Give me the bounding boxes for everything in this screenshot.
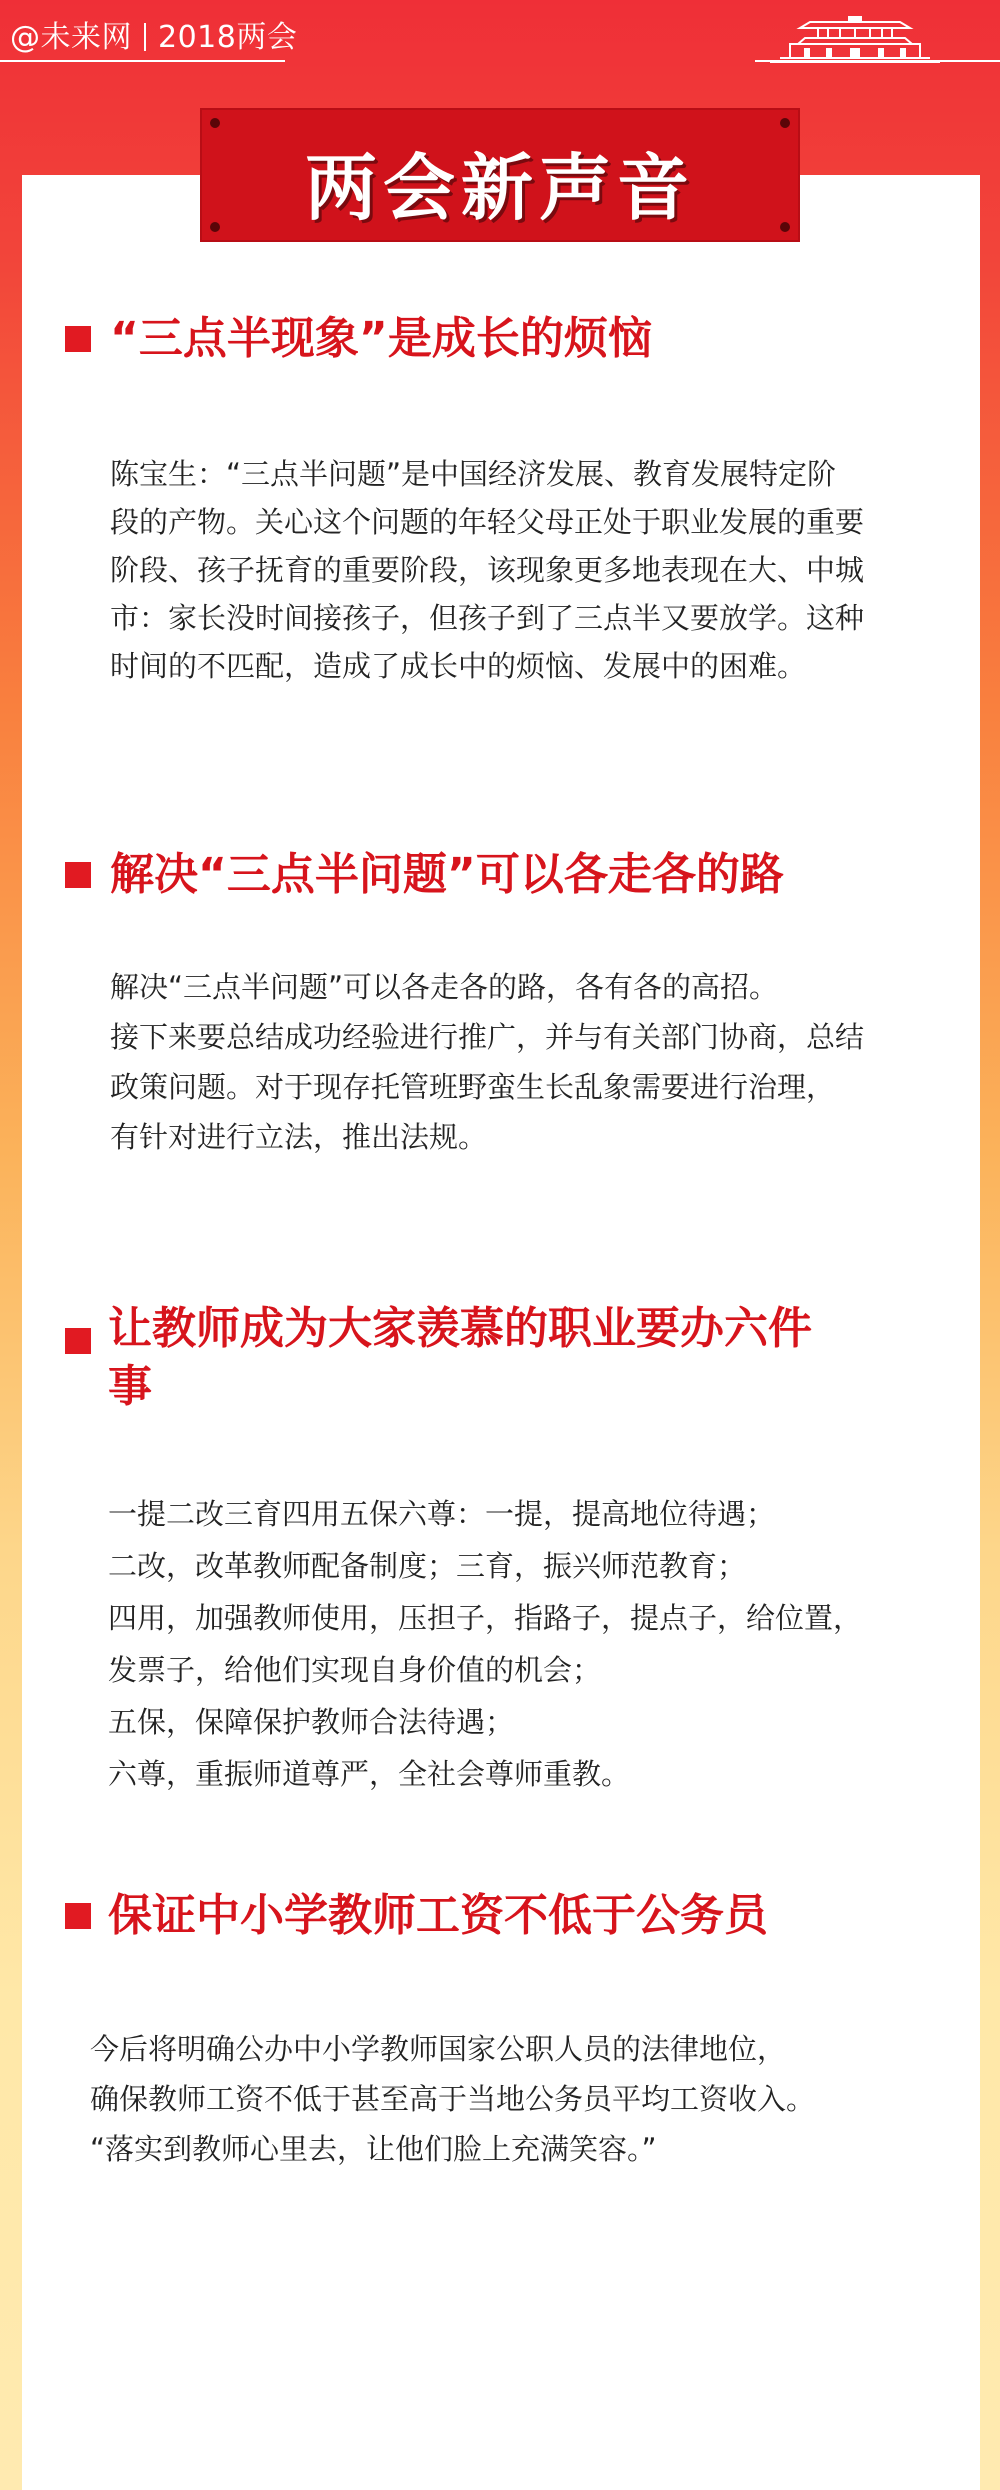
separator <box>144 23 146 51</box>
body-line: 接下来要总结成功经验进行推广，并与有关部门协商，总结 <box>110 1020 865 1054</box>
body-line: 二改，改革教师配备制度；三育，振兴师范教育； <box>108 1549 747 1583</box>
body-line: 市：家长没时间接孩子，但孩子到了三点半又要放学。这种 <box>110 601 865 635</box>
top-bar <box>0 0 1000 66</box>
section-bullet <box>65 862 91 888</box>
source-label <box>10 12 297 56</box>
section-bullet <box>65 1903 91 1929</box>
banner-rivet <box>210 118 220 128</box>
body-line: 发票子，给他们实现自身价值的机会； <box>108 1653 602 1687</box>
section-title-line: 让教师成为大家羡慕的职业要办六件 <box>108 1303 812 1354</box>
body-line: 段的产物。关心这个问题的年轻父母正处于职业发展的重要 <box>110 505 865 539</box>
section-title <box>108 1887 768 1945</box>
body-line: 解决“三点半问题”可以各走各的路，各有各的高招。 <box>110 970 779 1004</box>
event-tag: 2018两会 <box>158 20 298 55</box>
section-title <box>110 310 652 368</box>
body-line: 时间的不匹配，造成了成长中的烦恼、发展中的困难。 <box>110 649 807 683</box>
section-title <box>110 846 784 904</box>
section-title <box>108 1300 812 1416</box>
body-line: 今后将明确公办中小学教师国家公职人员的法律地位， <box>90 2032 787 2066</box>
body-line: 五保，保障保护教师合法待遇； <box>108 1705 515 1739</box>
body-line: 一提二改三育四用五保六尊：一提，提高地位待遇； <box>108 1497 776 1531</box>
section-body <box>110 962 864 1162</box>
section-bullet <box>65 326 91 352</box>
body-line: 六尊，重振师道尊严，全社会尊师重教。 <box>108 1757 631 1791</box>
body-line: 政策问题。对于现存托管班野蛮生长乱象需要进行治理， <box>110 1070 836 1104</box>
header-underline <box>0 60 285 62</box>
banner-title: 两会新声音 <box>304 146 695 230</box>
section-title-line: 解决“三点半问题”可以各走各的路 <box>110 849 784 900</box>
tiananmen-gate-icon <box>770 8 940 68</box>
body-line: 陈宝生：“三点半问题”是中国经济发展、教育发展特定阶 <box>110 457 837 491</box>
body-line: 四用，加强教师使用，压担子，指路子，提点子，给位置， <box>108 1601 863 1635</box>
section-title-line: 保证中小学教师工资不低于公务员 <box>108 1890 768 1941</box>
source-handle: @未来网 <box>10 20 132 55</box>
body-line: 阶段、孩子抚育的重要阶段，该现象更多地表现在大、中城 <box>110 553 865 587</box>
section-body <box>108 1488 862 1800</box>
body-line: “落实到教师心里去，让他们脸上充满笑容。” <box>90 2132 657 2166</box>
section-body <box>90 2024 815 2174</box>
banner-rivet <box>780 118 790 128</box>
body-line: 确保教师工资不低于甚至高于当地公务员平均工资收入。 <box>90 2082 816 2116</box>
title-banner <box>200 108 800 242</box>
section-title-line: “三点半现象”是成长的烦恼 <box>110 313 652 364</box>
section-bullet <box>65 1328 91 1354</box>
section-title-line: 事 <box>108 1361 152 1412</box>
body-line: 有针对进行立法，推出法规。 <box>110 1120 488 1154</box>
section-body <box>110 450 864 690</box>
